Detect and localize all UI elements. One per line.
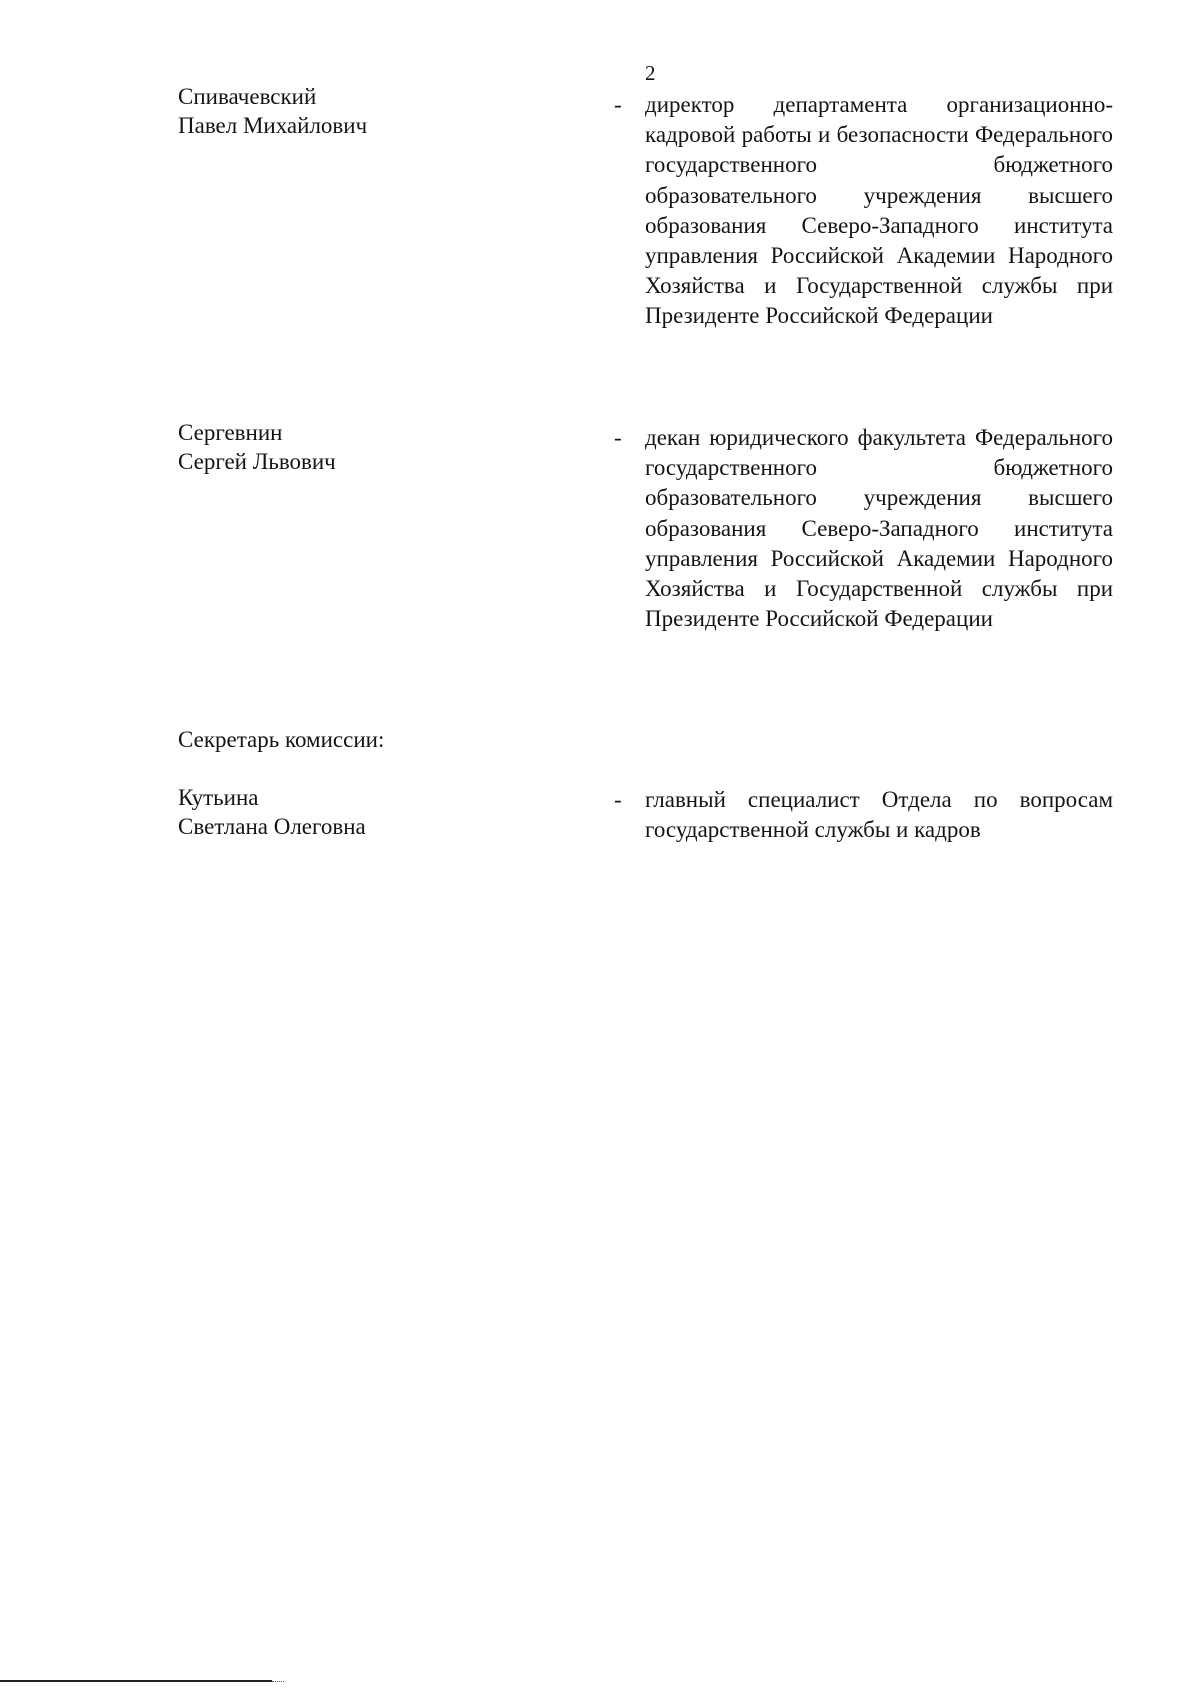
member-surname: Сергевнин	[178, 420, 283, 445]
member-role: главный специалист Отдела по вопросам государственной службы и кадров	[645, 787, 1113, 843]
member-dash: -	[614, 425, 622, 450]
member-given-names: Павел Михайлович	[178, 113, 368, 138]
member-name	[178, 82, 498, 140]
member-given-names: Светлана Олеговна	[178, 814, 366, 839]
footnote-separator-tail	[272, 1681, 284, 1682]
secretary-heading: Секретарь комиссии:	[178, 727, 385, 752]
member-role: директор департамента организационно-кадровой работы и безопасности Федерального государственного бюджетного образовательного учреждения высшего образования Северо-Западного института управления Российской Академии Народного Хозяйства и Государственной службы при Президенте Российской Федерации	[645, 92, 1113, 329]
member-role: декан юридического факультета Федерального государственного бюджетного образовательного учреждения высшего образования Северо-Западного института управления Российской Академии Народного Хозяйства и Государственной службы при Президенте Российской Федерации	[645, 425, 1113, 632]
member-surname: Кутьина	[178, 785, 259, 810]
member-name	[178, 783, 498, 841]
member-dash: -	[614, 787, 622, 812]
member-surname: Спивачевский	[178, 84, 317, 109]
member-name	[178, 418, 498, 476]
page-number: 2	[645, 61, 656, 85]
member-given-names: Сергей Львович	[178, 449, 336, 474]
member-dash: -	[614, 92, 622, 117]
footnote-separator-line	[0, 1680, 272, 1682]
